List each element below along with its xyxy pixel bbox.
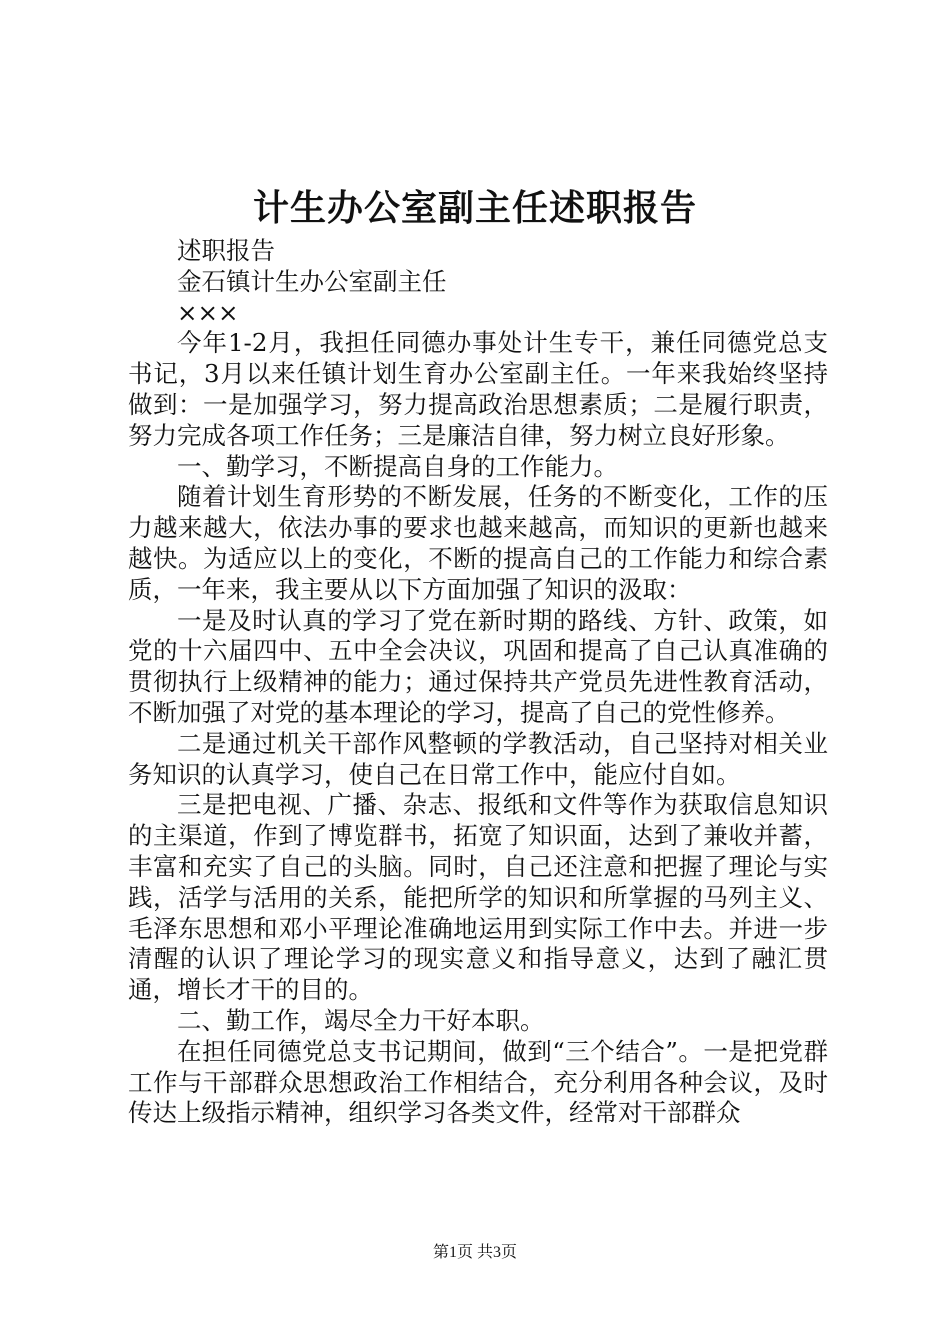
section-heading-1: 一、勤学习，不断提高自身的工作能力。 [177, 451, 618, 481]
paragraph: 二是通过机关干部作风整顿的学教活动，自己坚持对相关业务知识的认真学习，使自己在日常工作中，能应付自如。 [128, 728, 828, 789]
paragraph: 三是把电视、广播、杂志、报纸和文件等作为获取信息知识的主渠道，作到了博览群书，拓宽了知识面，达到了兼收并蓄，丰富和充实了自己的头脑。同时，自己还注意和把握了理论与实践，活学与活用的关系，能把所学的知识和所掌握的马列主义、毛泽东思想和邓小平理论准确地运用到实际工作中去。并进一步清醒的认识了理论学习的现实意义和指导意义，达到了融汇贯通，增长才干的目的。 [128, 790, 828, 1005]
paragraph-intro: 今年1-2月，我担任同德办事处计生专干，兼任同德党总支书记，3月以来任镇计划生育办公室副主任。一年来我始终坚持做到：一是加强学习，努力提高政治思想素质；二是履行职责，努力完成各项工作任务；三是廉洁自律，努力树立良好形象。 [128, 328, 828, 450]
paragraph-heading-label: 述职报告 [177, 236, 275, 265]
paragraph: 随着计划生育形势的不断发展，任务的不断变化，工作的压力越来越大，依法办事的要求也越来越高，而知识的更新也越来越快。为适应以上的变化，不断的提高自己的工作能力和综合素质，一年来，我主要从以下方面加强了知识的汲取： [128, 482, 828, 604]
document-title: 计生办公室副主任述职报告 [252, 187, 697, 229]
paragraph: 在担任同德党总支书记期间，做到“三个结合”。一是把党群工作与干部群众思想政治工作相结合，充分利用各种会议，及时传达上级指示精神，组织学习各类文件，经常对干部群众 [128, 1036, 828, 1128]
document-body [128, 236, 828, 1129]
section-heading-2: 二、勤工作，竭尽全力干好本职。 [177, 1005, 545, 1035]
page-footer: 第1页 共3页 [432, 1244, 517, 1261]
paragraph: 一是及时认真的学习了党在新时期的路线、方针、政策，如党的十六届四中、五中全会决议，巩固和提高了自己认真准确的贯彻执行上级精神的能力；通过保持共产党员先进性教育活动，不断加强了对党的基本理论的学习，提高了自己的党性修养。 [128, 605, 828, 727]
paragraph-author-position: 金石镇计生办公室副主任 [177, 266, 447, 296]
paragraph-author-name: ××× [177, 297, 239, 327]
